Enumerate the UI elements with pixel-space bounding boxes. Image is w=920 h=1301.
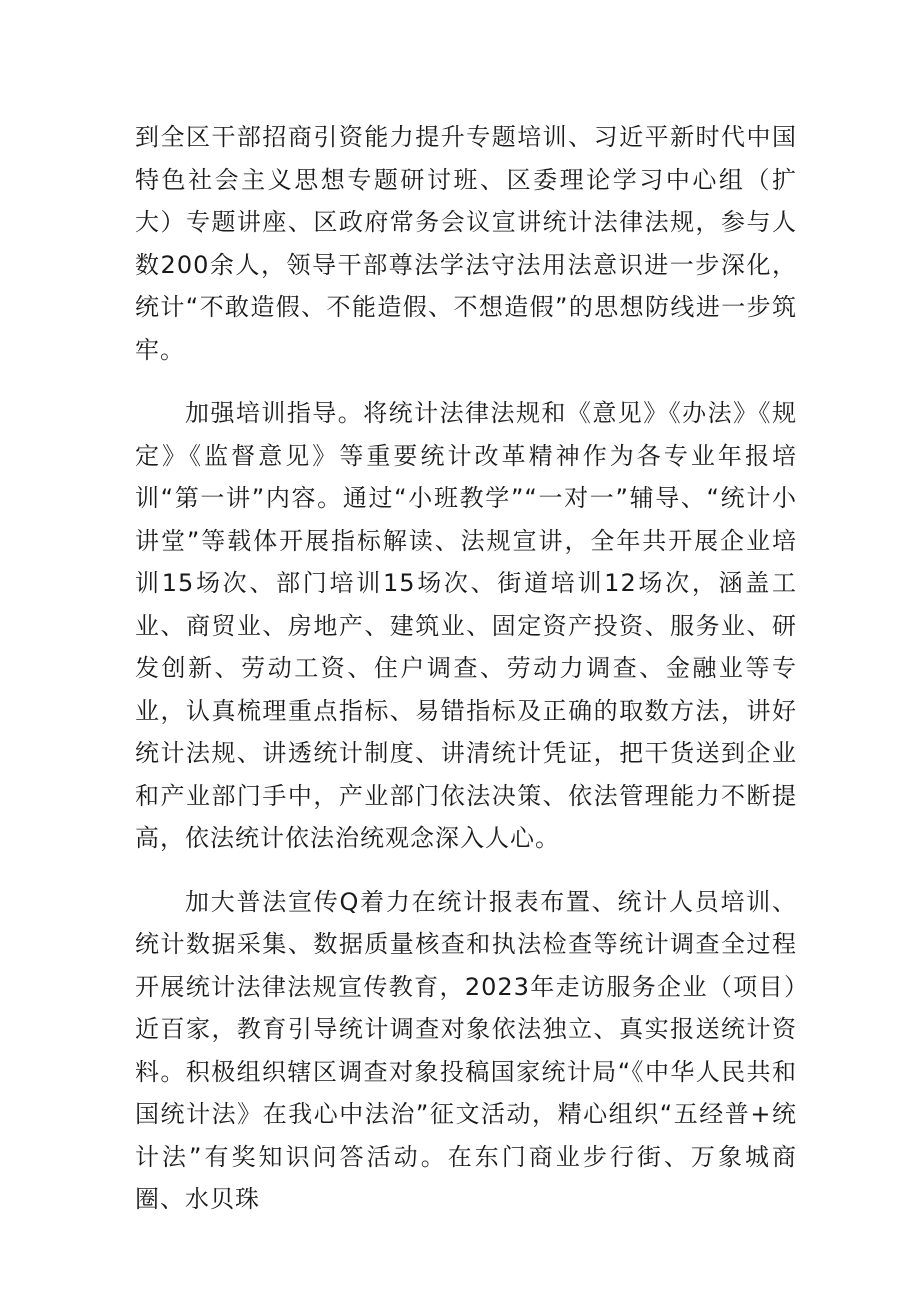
- paragraph-continuation: 到全区干部招商引资能力提升专题培训、习近平新时代中国特色社会主义思想专题研讨班、区委理论学习中心组（扩大）专题讲座、区政府常务会议宣讲统计法律法规，参与人数200余人，领导干部尊法学法守法用法意识进一步深化，统计“不敢造假、不能造假、不想造假”的思想防线进一步筑牢。: [135, 123, 797, 364]
- paragraph-law-publicity: 加大普法宣传Q着力在统计报表布置、统计人员培训、统计数据采集、数据质量核查和执法检查等统计调查全过程开展统计法律法规宣传教育，2023年走访服务企业（项目）近百家，教育引导统计调查对象依法独立、真实报送统计资料。积极组织辖区调查对象投稿国家统计局“《中华人民共和国统计法》在我心中法治”征文活动，精心组织“五经普+统计法”有奖知识问答活动。在东门商业步行街、万象城商圈、水贝珠: [135, 887, 797, 1213]
- paragraph-training-guidance: 加强培训指导。将统计法律法规和《意见》《办法》《规定》《监督意见》等重要统计改革精神作为各专业年报培训“第一讲”内容。通过“小班教学”“一对一”辅导、“统计小讲堂”等载体开展指标解读、法规宣讲，全年共开展企业培训15场次、部门培训15场次、街道培训12场次，涵盖工业、商贸业、房地产、建筑业、固定资产投资、服务业、研发创新、劳动工资、住户调查、劳动力调查、金融业等专业，认真梳理重点指标、易错指标及正确的取数方法，讲好统计法规、讲透统计制度、讲清统计凭证，把干货送到企业和产业部门手中，产业部门依法决策、依法管理能力不断提高，依法统计依法治统观念深入人心。: [135, 399, 797, 852]
- document-body: [135, 116, 797, 1221]
